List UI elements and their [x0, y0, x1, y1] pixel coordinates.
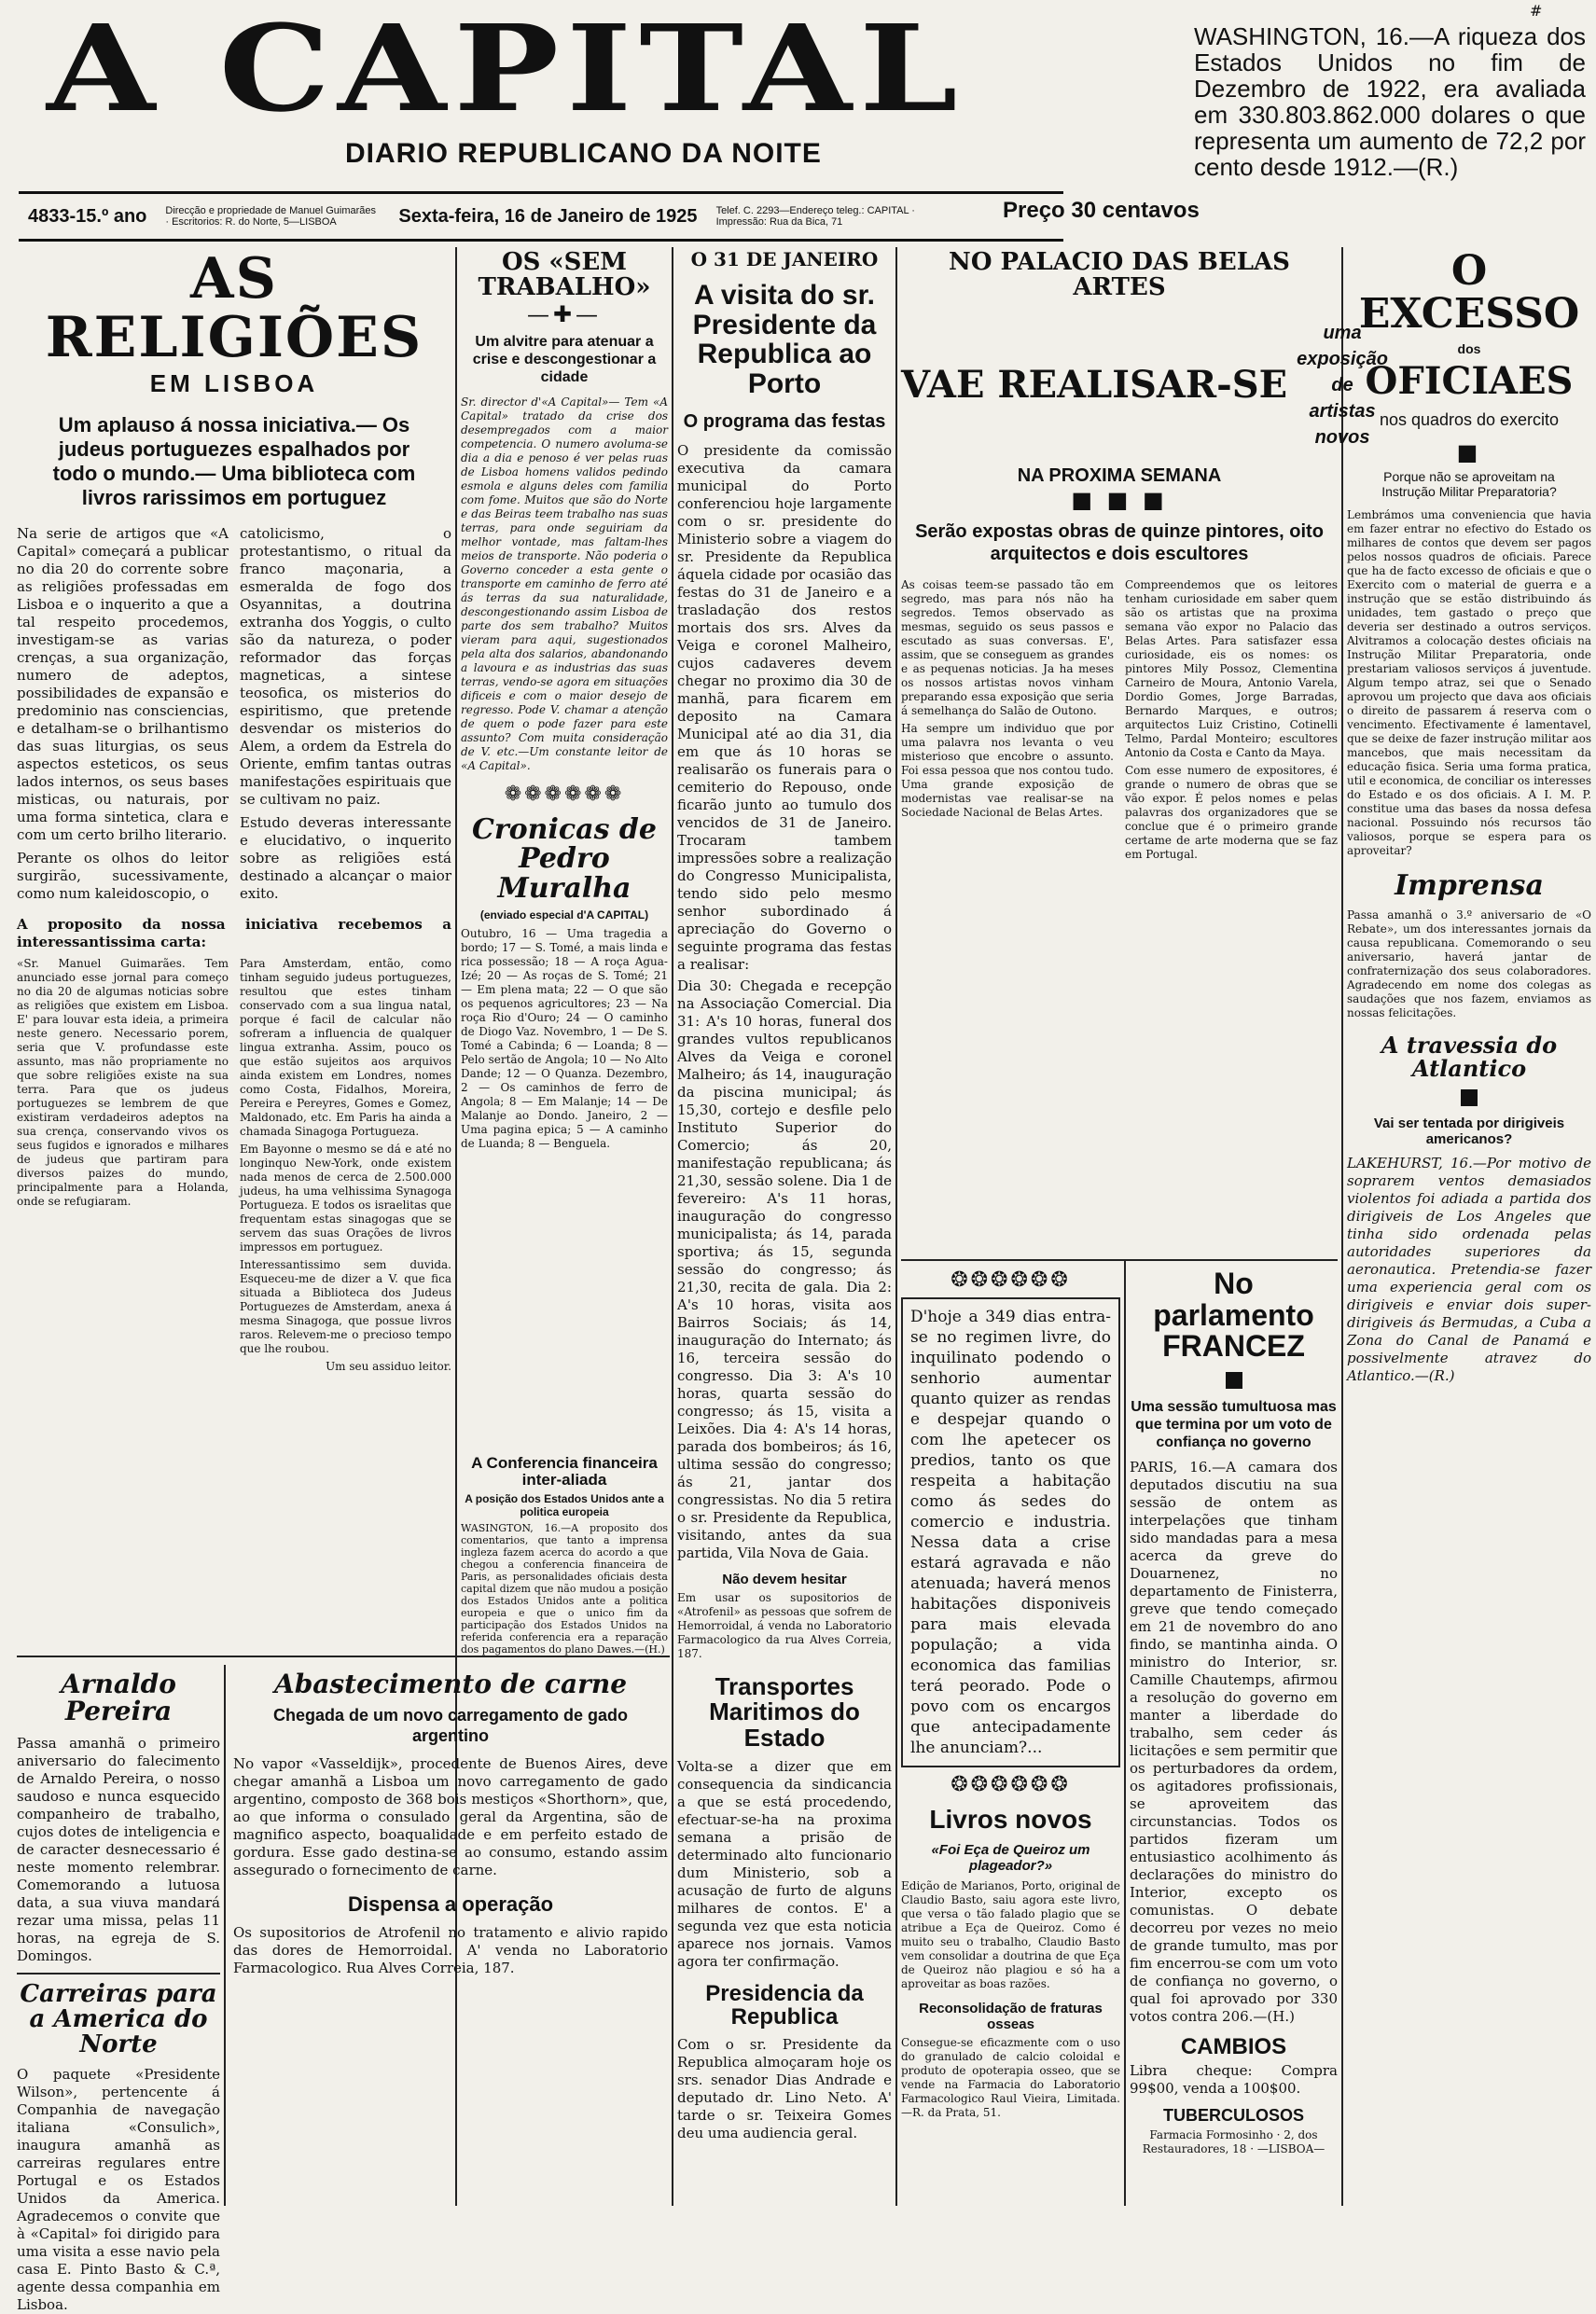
exposicao-text-d: Com esse numero de expositores, é grande o numero de obras que se vão expor. É pelos nomes e pelas palavras dos organizadores que se conclue que é o primeiro grande certame de arte moderna que se faz em Portugal.	[1125, 763, 1338, 861]
decorative-border-icon: ❁❁❁❁❁❁	[504, 782, 625, 806]
conferencia-text: WASINGTON, 16.—A proposito dos comentarios, que tanto a imprensa ingleza fazem acerca do acordo a que chegou a conferencia financeira de Paris, as personalidades oficiais desta capital dizem que não mudou a posição dos Estados Unidos ante a politica europeia e que o unico fim da participação dos Estados Unidos na referida conferencia era a reparação dos pagamentos do plano Dawes.—(H.)	[461, 1521, 668, 1656]
visita-text: O presidente da comissão executiva da camara municipal do Porto conferenciou hoje largamente com o sr. presidente do Ministerio sobre a viagem do sr. Presidente da Republica áquela cidade por ocasião das festas do 31 de Janeiro e a trasladação dos restos mortais dos srs. Alves da Veiga e coronel Malheiro, cujos cadaveres devem chegar no proximo dia 30 de manhã, para ficarem em deposito na Camara Municipal até ao dia 31, dia em que ás 10 horas se realisarão os funerais para o cemiterio do Repouso, onde ficarão junto ao tumulo dos vencidos de 31 de Janeiro. Trocaram tambem impressões sobre a realização do Congresso Municipalista, tendo sido pelo mesmo senhor subordinado á apreciação do Governo o seguinte programa das festas a realisar:	[677, 442, 892, 973]
contact-info: Telef. C. 2293—Endereço teleg.: CAPITAL · Impressão: Rua da Bica, 71	[715, 205, 915, 228]
transportes-text: Volta-se a dizer que em consequencia da sindicancia a que se está procedendo, efectuar-se-ha na proxima semana a prisão de determinado alto funcionario dum Ministerio, sob a acusação de furto de alguns milhares de contos. E' a segunda vez que esta noticia aparece nos jornais. Vamos agora ter confirmação.	[677, 1757, 892, 1970]
cronicas-headline: Cronicas de Pedro Muralha	[471, 812, 657, 905]
dispensa-headline: Dispensa a operação	[347, 1892, 554, 1917]
sem-trabalho-headline: OS «SEM TRABALHO»	[478, 248, 651, 302]
info-bar	[19, 191, 1063, 242]
newspaper-title: A CAPITAL	[47, 0, 965, 139]
exposicao-headline: VAE REALISAR-SE	[901, 362, 1288, 407]
tuberculosos-headline: TUBERCULOSOS	[1162, 2105, 1304, 2125]
sem-trabalho-text: Sr. director d'«A Capital»— Tem «A Capital» tratado da crise dos desempregados com a maior competencia. O numero avoluma-se dia a dia e penoso é ver pelas ruas de Lisboa homens validos pedindo esmola e alguns deles com familia com fome. Muitos que são do Norte e das Beiras teem trabalho nas suas terras, para onde seguiriam da melhor vontade, mas faltam-lhes meios de transporte. Não poderia o Governo conceder a esta gente o transporte em caminho de ferro até ás terras da sua naturalidade, descongestionando assim Lisboa de parte dos sem trabalho? Muitos vieram para aqui, sugestionados pela alta dos salarios, abandonando a lavoura e as industrias das suas terras, vendo-se agora em situações dificeis e com o maior desejo de regresso. Pode V. chamar a atenção de quem o pode fazer para este assunto? Com muita consideração de V. etc.—Um constante leitor de «A Capital».	[461, 395, 668, 772]
col4-lower	[901, 1268, 1120, 2201]
religioes-deck: Um aplauso á nossa iniciativa.— Os judeus portuguezes espalhados por todo o mundo.— Uma biblioteca com livros rarissimos em portuguez	[52, 413, 416, 510]
exposicao-kicker: NO PALACIO DAS BELAS ARTES	[949, 248, 1290, 302]
carreiras-text: O paquete «Presidente Wilson», pertencente á Companhia de navegação italiana «Consulich», inaugura amanhã as carreiras regulares entre Portugal e os Estados Unidos da America. Agradecemos o convite que à «Capital» foi dirigido para uma visita a esse navio pela casa E. Pinto Basto & C.ª, agente dessa companhia em Lisboa.	[17, 2065, 220, 2313]
excesso-deck: Porque não se aproveitam na Instrução Militar Preparatoria?	[1381, 469, 1557, 500]
arnaldo-headline: Arnaldo Pereira	[61, 1669, 176, 1727]
ornament-icon: ■	[1456, 439, 1482, 466]
inquilinato-box	[901, 1297, 1120, 1767]
column-rule	[672, 247, 673, 2206]
parlamento-headline: No parlamento FRANCEZ	[1153, 1267, 1314, 1364]
exposicao-deck: Serão expostas obras de quinze pintores, oito arquitectos e dois escultores	[915, 520, 1324, 564]
transportes-headline: Transportes Maritimos do Estado	[709, 1672, 860, 1752]
management-info: Direcção e propriedade de Manuel Guimarães · Escritorios: R. do Norte, 5—LISBOA	[165, 205, 376, 228]
exposicao-text-c: Ha sempre um individuo que por uma palavra nos levanta o veu misterioso que encobre o assunto. Foi essa pessoa que nos contou tudo. Uma grande exposição de modernistas vae realisar-se na Sociedade Nacional de Belas Artes.	[901, 721, 1114, 819]
religioes-text-d: Estudo deveras interessante e elucidativo, o inquerito sobre as religiões está destinado a alcançar o maior exito.	[240, 814, 451, 903]
excesso-headline2: OFICIAES	[1365, 359, 1574, 404]
exposicao-subhead: NA PROXIMA SEMANA	[1017, 464, 1222, 486]
column-rule	[1124, 1259, 1126, 2206]
religioes-letter-b: Para Amsterdam, então, como tinham seguido judeus portuguezes, resultou que estes tinham conservado com a sua lingua natal, porque é facil de calcular não sofreram a influencia de qualquer lingua extranha. Assim, pouco os que estão sujeitos aos arquivos ainda existem em Londres, nomes como Costa, Fidalhos, Moreira, Pereira e Pereyres, Gomes e Gomez, Maldonado, etc. Em Paris ha ainda a chamada Sinagoga Portugueza.	[240, 957, 451, 1139]
abastecimento-subhead: Chegada de um novo carregamento de gado argentino	[272, 1706, 629, 1746]
recon-headline: Reconsolidação de fraturas osseas	[919, 2001, 1103, 2033]
excesso-sub1: dos	[1457, 341, 1481, 357]
exposicao-article	[901, 248, 1388, 1253]
ornament-icon	[1226, 1372, 1242, 1389]
ornament-icon: ■ ■ ■	[1071, 486, 1168, 513]
column-rule	[224, 1665, 226, 2206]
carreiras-headline: Carreiras para a America do Norte	[20, 1979, 217, 2059]
religioes-subhead: EM LISBOA	[149, 369, 319, 397]
decorative-border-icon: ❂❂❂❂❂❂	[951, 1268, 1071, 1292]
parlamento-subhead: Uma sessão tumultuosa mas que termina por um voto de confiança no governo	[1131, 1398, 1337, 1450]
parlamento-article	[1130, 1268, 1338, 2201]
imprensa-headline: Imprensa	[1395, 869, 1544, 903]
exposicao-text-b: Compreendemos que os leitores tenham curiosidade em saber quem são os artistas que na proxima semana vão expor no Palacio das Belas Artes. Para satisfazer essa curiosidade, eis os nomes: os pintores Mily Possoz, Clementina Carneiro de Moura, Antonio Varela, Dordio Gomes, Jorge Barradas, Bernardo Marques, e outros; arquitectos Luiz Cristino, Cotinelli Telmo, Pardal Monteiro; escultores Antonio da Costa e Canto da Maya.	[1125, 577, 1338, 759]
religioes-text-a: Na serie de artigos que «A Capital» começará a publicar no dia 20 do corrente sobre as religiões professadas em Lisboa e o inquerito a que a tal respeito procedemos, investigam-se as varias crenças, a sua organização, numero de adeptos, possibilidades de expansão e predominio nas consciencias, e detalham-se o brilhantismo das suas liturgias, os seus aspectos esteticos, os seus lados internos, os seus bases misticas, ou naturais, por uma forma sintetica, clara e com um certo brilho literario.	[17, 525, 229, 844]
livros-headline: Livros novos	[929, 1805, 1092, 1834]
visita-program: Dia 30: Chegada e recepção na Associação Comercial. Dia 31: A's 10 horas, funeral dos grandes vultos republicanos Alves da Veiga e coronel Malheiro; ás 14, inauguração da piscina municipal; ás 15,30, cortejo e desfile pelo Instituto Superior do Comercio; ás 20, manifestação republicana; ás 21,30, sessão solene. Dia 1 de fevereiro: A's 11 horas, inauguração do congresso municipalista; ás 14, parada sportiva; ás 15, segunda sessão do congresso; ás 21,30, recita de gala. Dia 2: A's 10 horas, visita aos Bairros Sociais; ás 14, inauguração do Internato; ás 16, terceira sessão do congresso. Dia 3: A's 10 horas, quarta sessão do congresso; ás 15, visita a Leixões. Dia 4: A's 14 horas, parada dos bombeiros; ás 16, ultima sessão do congresso; ás 21, jantar dos congressistas. No dia 5 retira o sr. Presidente da Republica, visitando, antes da sua partida, Vila Nova de Gaia.	[677, 977, 892, 1561]
ornament-icon	[1461, 1089, 1478, 1106]
religioes-headline: AS RELIGIÕES	[45, 246, 423, 370]
atlantico-headline: A travessia do Atlantico	[1381, 1031, 1558, 1083]
dispensa-text: Os supositorios de Atrofenil no tratamento e alivio rapido das dores de Hemorroidal. A' venda no Laboratorio Farmacologico. Rua Alves Correia, 187.	[233, 1924, 668, 1977]
tuberculosos-text: Farmacia Formosinho · 2, dos Restauradores, 18 · —LISBOA—	[1142, 2127, 1325, 2155]
excesso-headline: O EXCESSO	[1358, 247, 1580, 339]
corner-mark: #	[1530, 2, 1543, 20]
religioes-text-c: catolicismo, o protestantismo, o ritual da franco maçonaria, a esmeralda de fogo dos Osyannitas, a doutrina extranha dos Yoggis, o culto são da natureza, o poder reformador das forças magneticas, a sintese teosofica, os misterios do espiritismo, que pretende desvendar os misterios do Alem, a ordem da Estrela do Oriente, emfim tantas outras manifestações espirituais que se cultivam no paiz.	[240, 525, 451, 809]
issue-number: 4833-15.º ano	[28, 205, 147, 227]
newspaper-subtitle: DIARIO REPUBLICANO DA NOITE	[345, 138, 822, 169]
section-rule	[901, 1259, 1338, 1261]
parlamento-text: PARIS, 16.—A camara dos deputados discutiu na sua sessão de ontem as interpelações que tinham sido mandadas para a mesa acerca da greve do Douarnenez, no departamento de Finisterra, greve que tendo começado em 21 de novembro do ano findo, se mantinha ainda. O ministro do Interior, sr. Camille Chautemps, afirmou a resolução do governo em manter a liberdade do trabalho, sem ceder ás licitações e sem permitir que os perturbadores da ordem, os agitadores profissionais, se aproveitem das circunstancias. Todos os partidos fizeram um entusiastico acolhimento ás declarações do ministro do Interior, excepto os comunistas. O debate decorreu por vezes no meio de grande tumulto, mas por fim encerrou-se com um voto de confiança no governo, o qual foi aprovado por 330 votos contra 206.—(H.)	[1130, 1458, 1338, 2025]
cronicas-subhead: (enviado especial d'A CAPITAL)	[479, 908, 649, 922]
exposicao-text-a: As coisas teem-se passado tão em segredo, mas para nós não ha segredos. Temos observado as mesmas, seguido os seus passos e escutado as suas conversas. E', assim, que se conseguem as grandes e as pequenas noticias. Ja ha meses os nossos artistas novos vinham preparando essa exposição que seria á semelhança do Salão de Outono.	[901, 577, 1114, 717]
presidencia-text: Com o sr. Presidente da Republica almoçaram hoje os srs. senador Dias Andrade e deputado dr. Lino Neto. A' tarde o sr. Teixeira Gomes deu uma audiencia geral.	[677, 2036, 892, 2142]
conferencia-article	[461, 1454, 668, 1656]
religioes-signature: Um seu assiduo leitor.	[326, 1360, 451, 1374]
decorative-border-icon: ❂❂❂❂❂❂	[951, 1773, 1071, 1796]
washington-teaser: WASHINGTON, 16.—A riqueza dos Estados Unidos no fim de Dezembro de 1922, era avaliada em 330.803.862.000 dolares o que representa um aumento de 72,2 por cento desde 1912.—(R.)	[1194, 22, 1586, 181]
masthead	[19, 0, 1063, 191]
visita-subhead: O programa das festas	[683, 411, 886, 432]
cronicas-text: Outubro, 16 — Uma tragedia a bordo; 17 — S. Tomé, a mais linda e rica possessão; 18 — A roça Agua-Izé; 20 — As roças de S. Tomé; 21 — Em plena mata; 22 — O que são os pequenos agricultores; 23 — Na roça Rio d'Ouro; 24 — O caminho de Diogo Vaz. Novembro, 1 — De S. Tomé a Cabinda; 6 — Loanda; 8 — Pelo sertão de Angola; 10 — No Alto Dande; 12 — O Quanza. Dezembro, 2 — Os caminhos de ferro de Angola; 8 — Em Malanje; 14 — De Malanje ao Dondo. Janeiro, 2 — Uma pagina epica; 5 — A caminho de Luanda; 8 — Benguela.	[461, 927, 668, 1151]
livros-subhead: «Foi Eça de Queiroz um plageador?»	[931, 1842, 1090, 1875]
atlantico-text: LAKEHURST, 16.—Por motivo de soprarem ventos demasiados violentos foi adiada a partida dos dirigiveis de Los Angeles que tinha sido ordenada pelas autoridades superiores da aeronautica. Pretendia-se fazer uma experiencia geral com os dirigiveis e enviar dois super-dirigiveis ás Bermudas, a Cuba a Zona do Canal de Panamá e possivelmente atravez do Atlantico.—(R.)	[1347, 1155, 1591, 1385]
issue-date: Sexta-feira, 16 de Janeiro de 1925	[398, 205, 698, 227]
section-rule	[17, 1973, 220, 1975]
conferencia-subhead: A posição dos Estados Unidos ante a politica europeia	[465, 1491, 664, 1518]
abastecimento-headline: Abastecimento de carne	[273, 1669, 628, 1699]
abastecimento-article	[233, 1665, 668, 2206]
excesso-text: Lembrámos uma conveniencia que havia em fazer entrar no efectivo do Estado os milhares de contos que devem ser pagos pelos nossos quadros de oficiais. Parece que ha de facto excesso de oficiais e que o Exercito com o material de guerra e a instrução que se estão distribuindo ás unidades, tem gastado o preço que deveria ser destinado a outros serviços. Alvitramos a colocação destes oficiais na Instrução Militar Preparatoria, onde prestariam valiosos serviços á juventude. Algum tempo atraz, sei que o Senado aprovou um projecto que dava aos oficiais o direito de passarem á reserva com o vencimento. Efectivamente é lamentavel, que se deixe de fazer instrução militar aos mancebos, que mais necessitam da educação fisica. Seria uma forma pratica, util e economica, de conciliar os interesses do Estado e os dos oficiais. A I. M. P. constitue uma das bases da nossa defesa nacional. Possuindo nós recursos tão valiosos, porque se espera para os aproveitar?	[1347, 508, 1591, 858]
column-rule	[1341, 247, 1343, 2206]
atlantico-subhead: Vai ser tentada por dirigiveis americanos?	[1373, 1115, 1565, 1148]
arnaldo-article	[17, 1665, 220, 2313]
religioes-letter-a: «Sr. Manuel Guimarães. Tem anunciado esse jornal para começo no dia 20 de algumas noticias sobre as religiões que existem em Lisboa. E' para louvar esta ideia, a primeira neste genero. Necessario porem, seria que V. profundasse este assunto, mas não propriamente no que sobre religiões existe na sua terra. Para que os judeus portuguezes se lembrem de que existiram verdadeiros adeptos na sua crença, conservando vivos os seus fugidos e ignorados e milhares de judeus que partiram para diversos paizes do mundo, principalmente para a Holanda, onde se refugiaram.	[17, 957, 229, 1209]
religioes-letter-d: Interessantissimo sem duvida. Esqueceu-me de dizer a V. que fica situada a Biblioteca dos Judeus Portuguezes de Amsterdam, anexa á mesma Sinagoga, que possue livros raros. Relevem-me o precioso tempo que lhe roubou.	[240, 1258, 451, 1356]
excesso-article	[1347, 247, 1591, 2204]
sem-trabalho-subhead: Um alvitre para atenuar a crise e descongestionar a cidade	[472, 333, 657, 385]
imprensa-text: Passa amanhã o 3.º aniversario de «O Rebate», um dos interessantes jornais da causa republicana. Comemorando o seu aniversario, haverá jantar de confraternização dos seus colaboradores. Agradecendo em nome dos colegas as saudações que nos fazem, enviamos as nossas felicitações.	[1347, 908, 1591, 1019]
cambios-text: Libra cheque: Compra 99$00, venda a 100$00.	[1130, 2061, 1338, 2097]
inquilinato-text: D'hoje a 349 dias entra-se no regimen livre, do inquilinato podendo o senhorio aumentar quanto quizer as rendas e despejar quando o com lhe apetecer os predios, tanto os que respeita a habitação como ás sedes do comercio e industria. Nessa data a crise estará agravada e não atenuada; haverá menos habitações disponiveis para mais elevada população; a vida economica das familias terá peorado. Pode o povo com os encargos que antecipadamente lhe anunciam?...	[910, 1308, 1111, 1757]
religioes-text-b: Perante os olhos do leitor surgirão, sucessivamente, como num kaleidoscopio, o	[17, 850, 229, 903]
excesso-subhead: nos quadros do exercito	[1379, 410, 1560, 430]
recon-text: Consegue-se eficazmente com o uso do granulado de calcio coloidal e produto de opoterapia osseo, que se vende na Farmacia do Laboratorio Farmacologico Raul Vieira, Limitada.—R. da Prata, 51.	[901, 2036, 1120, 2120]
hesitar-headline: Não devem hesitar	[722, 1572, 847, 1587]
section-rule	[17, 1656, 670, 1657]
abastecimento-text: No vapor «Vasseldijk», procedente de Buenos Aires, deve chegar amanhã a Lisboa um novo carregamento de gado argentino, composto de 368 bois mestiços «Shorthorn», que, ao que informa o consulado geral da Argentina, são de magnifico aspecto, boaqualidade e em perfeito estado de gordura. Esse gado destina-se ao consumo, estando assim assegurado o fornecimento de carne.	[233, 1755, 668, 1879]
column-rule	[895, 247, 897, 2206]
ornament-icon: —✚—	[526, 300, 603, 327]
presidencia-headline: Presidencia da Republica	[705, 1980, 864, 2030]
exposicao-headline-side: uma exposição de artistas novos	[1297, 322, 1388, 448]
cambios-headline: CAMBIOS	[1180, 2033, 1287, 2059]
conferencia-headline: A Conferencia financeira inter-aliada	[471, 1454, 658, 1489]
price: Preço 30 centavos	[1003, 198, 1200, 223]
visita-headline: A visita do sr. Presidente da Republica ao Porto	[692, 280, 877, 399]
visita-kicker: O 31 DE JANEIRO	[690, 248, 879, 270]
religioes-article	[17, 246, 451, 1649]
arnaldo-text: Passa amanhã o primeiro aniversario do falecimento de Arnaldo Pereira, o nosso saudoso e nunca esquecido companheiro de trabalho, cujos dotes de inteligencia e de caracter desnecessario é neste momento relembrar. Comemorando a lutuosa data, a sua viuva mandará rezar uma missa, pelas 11 horas, na egreja de S. Domingos.	[17, 1734, 220, 1964]
religioes-letter-c: Em Bayonne o mesmo se dá e até no longinquo New-York, onde existem nada menos de cerca de 2.500.000 judeus, ha uma velhissima Synagoga Portugueza. E todos os israelitas que frequentam estas sinagogas que se servem das suas Orações de livros impressos em portuguez.	[240, 1143, 451, 1254]
livros-text: Edição de Marianos, Porto, original de Claudio Basto, saiu agora este livro, que versa o tão falado plagio que se atribue a Eça de Queiroz. Como é muito seu o trabalho, Claudio Basto vem consolidar a doutrina de que Eça de Queiroz não plagiou e só ha a aproveitar as boas razões.	[901, 1879, 1120, 1991]
visita-presidente-article	[677, 250, 892, 2209]
hesitar-text: Em usar os supositorios de «Atrofenil» as pessoas que sofrem de Hemorroidal, á venda no Laboratorio Farmacologico da rua Alves Correia, 187.	[677, 1591, 892, 1660]
religioes-text-e: A proposito da nossa iniciativa recebemos a interessantissima carta:	[17, 916, 451, 951]
sem-trabalho-article	[461, 250, 668, 1649]
